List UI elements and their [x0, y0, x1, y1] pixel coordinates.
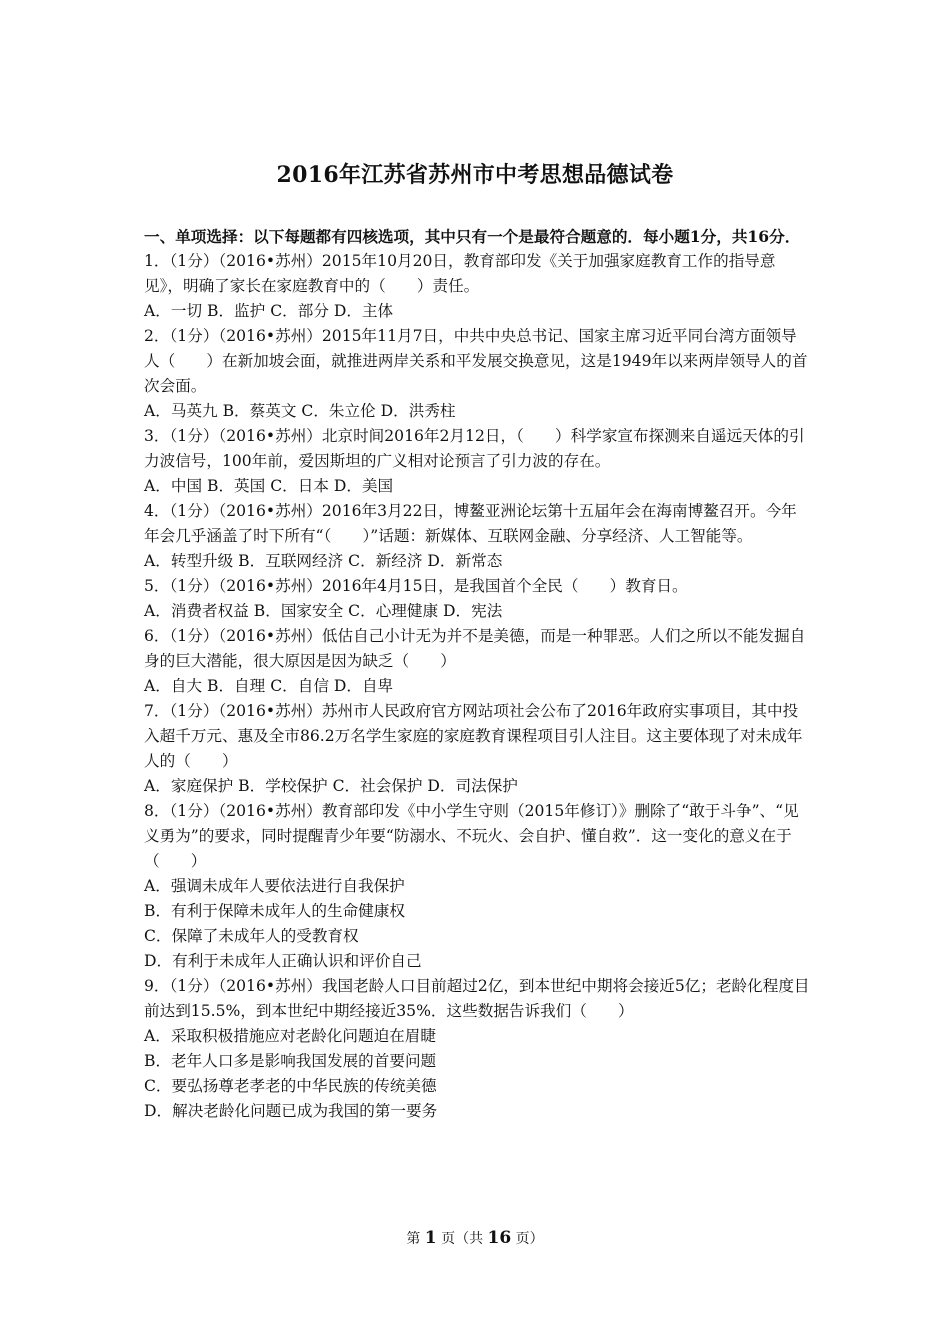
question-9 — [144, 974, 812, 1124]
question-stem: 9．（1分）（2016•苏州）我国老龄人口目前超过2亿，到本世纪中期将会接近5亿；老龄化程度目前达到15.5%，到本世纪中期经接近35%．这些数据告诉我们（ ） — [144, 977, 810, 1020]
question-options: A．家庭保护 B．学校保护 C．社会保护 D．司法保护 — [144, 777, 518, 795]
option-d: D．解决老龄化问题已成为我国的第一要务 — [144, 1102, 438, 1120]
page-number: 1 — [424, 1228, 437, 1248]
question-options: A．中国 B．英国 C．日本 D．美国 — [144, 477, 394, 495]
question-stem: 1．（1分）（2016•苏州）2015年10月20日，教育部印发《关于加强家庭教育工作的指导意见》，明确了家长在家庭教育中的（ ）责任。 — [144, 252, 776, 295]
option-c: C．要弘扬尊老孝老的中华民族的传统美德 — [144, 1077, 437, 1095]
option-c: C．保障了未成年人的受教育权 — [144, 927, 359, 945]
question-stem: 8．（1分）（2016•苏州）教育部印发《中小学生守则（2015年修订）》删除了“敢于斗争”、“见义勇为”的要求，同时提醒青少年要“防溺水、不玩火、会自护、懂自救”．这一变化的意义在于（ ） — [144, 802, 799, 870]
question-options: A．马英九 B．蔡英文 C．朱立伦 D．洪秀柱 — [144, 402, 456, 420]
question-1 — [144, 249, 812, 324]
footer-suffix: 页） — [515, 1231, 544, 1247]
question-options: A．自大 B．自理 C．自信 D．自卑 — [144, 677, 394, 695]
option-a: A．强调未成年人要依法进行自我保护 — [144, 877, 405, 895]
question-stem: 3．（1分）（2016•苏州）北京时间2016年2月12日，（ ）科学家宣布探测来自遥远天体的引力波信号，100年前，爱因斯坦的广义相对论预言了引力波的存在。 — [144, 427, 805, 470]
footer-prefix: 第 — [406, 1231, 421, 1247]
question-options: A．一切 B．监护 C．部分 D．主体 — [144, 302, 394, 320]
question-6 — [144, 624, 812, 699]
page-title: 2016年江苏省苏州市中考思想品德试卷 — [276, 162, 674, 188]
question-3 — [144, 424, 812, 499]
option-a: A．采取积极措施应对老龄化问题迫在眉睫 — [144, 1027, 436, 1045]
question-8 — [144, 799, 812, 974]
option-b: B．有利于保障未成年人的生命健康权 — [144, 902, 405, 920]
question-stem: 4．（1分）（2016•苏州）2016年3月22日，博鳌亚洲论坛第十五届年会在海南博鳌召开。今年年会几乎涵盖了时下所有“（ ）”话题：新媒体、互联网金融、分享经济、人工智能等。 — [144, 502, 797, 545]
question-5 — [144, 574, 812, 624]
option-b: B．老年人口多是影响我国发展的首要问题 — [144, 1052, 437, 1070]
total-pages: 16 — [487, 1228, 512, 1248]
footer-middle: 页（共 — [441, 1231, 484, 1247]
question-7 — [144, 699, 812, 799]
question-stem: 5．（1分）（2016•苏州）2016年4月15日，是我国首个全民（ ）教育日。 — [144, 577, 688, 595]
question-options: A．转型升级 B．互联网经济 C．新经济 D．新常态 — [144, 552, 503, 570]
page-footer — [0, 1228, 950, 1249]
question-stem: 6．（1分）（2016•苏州）低估自己小计无为并不是美德，而是一种罪恶。人们之所以不能发掘自身的巨大潜能，很大原因是因为缺乏（ ） — [144, 627, 806, 670]
exam-body — [144, 224, 812, 1124]
question-stem: 2．（1分）（2016•苏州）2015年11月7日，中共中央总书记、国家主席习近平同台湾方面领导人（ ）在新加坡会面，就推进两岸关系和平发展交换意见，这是1949年以来两岸领导人的首次会面。 — [144, 327, 808, 395]
option-d: D．有利于未成年人正确认识和评价自己 — [144, 952, 422, 970]
question-stem: 7．（1分）（2016•苏州）苏州市人民政府官方网站项社会公布了2016年政府实事项目，其中投入超千万元、惠及全市86.2万名学生家庭的家庭教育课程项目引人注目。这主要体现了对未成年人的（ ） — [144, 702, 803, 770]
question-options: A．消费者权益 B．国家安全 C．心理健康 D．宪法 — [144, 602, 503, 620]
question-4 — [144, 499, 812, 574]
question-2 — [144, 324, 812, 424]
section-heading: 一、单项选择：以下每题都有四核选项，其中只有一个是最符合题意的．每小题1分，共16分． — [144, 227, 801, 246]
